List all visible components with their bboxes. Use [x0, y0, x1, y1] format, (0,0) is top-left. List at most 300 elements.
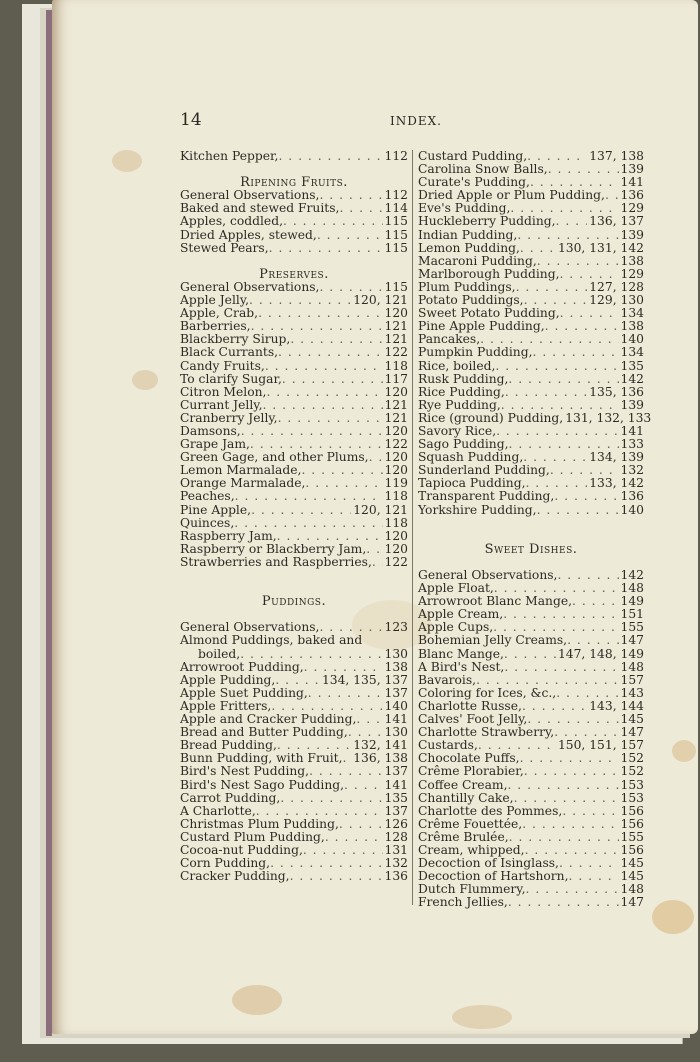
entry-title: Chantilly Cake, — [418, 790, 514, 805]
dot-leader — [524, 765, 619, 778]
dot-leader — [516, 281, 588, 294]
dot-leader — [567, 634, 618, 647]
entry-pages: 149 — [620, 594, 644, 609]
index-entry — [180, 674, 408, 687]
dot-leader — [278, 412, 383, 425]
entry-pages: 120, 121 — [353, 293, 408, 308]
entry-pages: 121 — [384, 397, 408, 412]
spacer — [180, 255, 408, 268]
index-entry — [180, 360, 408, 373]
entry-title: Decoction of Hartshorn, — [418, 869, 569, 884]
dot-leader — [514, 792, 619, 805]
entry-pages: 115 — [384, 214, 408, 229]
entry-title: Corn Pudding, — [180, 856, 271, 871]
index-entry — [418, 268, 644, 281]
entry-pages: 120 — [384, 463, 408, 478]
entry-title: Bread Pudding, — [180, 738, 277, 753]
dot-leader — [533, 346, 619, 359]
section-heading: Ripening Fruits. — [240, 175, 348, 191]
index-entry — [418, 648, 644, 661]
entry-title: Dried Apples, stewed, — [180, 227, 317, 242]
entry-title: Tapioca Pudding, — [418, 476, 526, 491]
index-entry — [180, 242, 408, 255]
entry-pages: 153 — [620, 790, 644, 805]
entry-title: Squash Pudding, — [418, 450, 524, 465]
entry-title: Charlotte Strawberry, — [418, 725, 555, 740]
index-entry — [418, 373, 644, 386]
entry-title: Rye Pudding, — [418, 397, 501, 412]
entry-title: To clarify Sugar, — [180, 371, 282, 386]
entry-title: Chocolate Puffs, — [418, 751, 520, 766]
entry-title: Custards, — [418, 738, 478, 753]
index-entry — [180, 346, 408, 359]
index-entry — [418, 410, 652, 425]
entry-title: Raspberry or Blackberry Jam, — [180, 541, 367, 556]
dot-leader — [240, 648, 382, 661]
entry-title: Carrot Pudding, — [180, 790, 281, 805]
index-entry — [180, 687, 408, 700]
entry-pages: 121 — [384, 332, 408, 347]
entry-pages: 115 — [384, 227, 408, 242]
stain — [232, 985, 282, 1015]
entry-pages: 141 — [384, 712, 408, 727]
entry-title: A Bird's Nest, — [418, 659, 505, 674]
dot-leader — [520, 752, 619, 765]
index-entry — [180, 530, 408, 543]
dot-leader — [290, 333, 382, 346]
entry-title: Decoction of Isinglass, — [418, 856, 559, 871]
entry-pages: 130 — [384, 646, 408, 661]
entry-pages: 135 — [620, 358, 644, 373]
index-entry — [418, 634, 644, 647]
entry-title: Peaches, — [180, 489, 235, 504]
entry-title: Rusk Pudding, — [418, 371, 509, 386]
dot-leader — [282, 373, 383, 386]
entry-pages: 121 — [384, 319, 408, 334]
entry-pages: 134 — [620, 345, 644, 360]
entry-pages: 133 — [620, 437, 644, 452]
entry-title: Green Gage, and other Plums, — [180, 450, 369, 465]
entry-title: Apple Pudding, — [180, 672, 276, 687]
entry-title: Curate's Pudding, — [418, 175, 530, 190]
dot-leader — [496, 425, 618, 438]
index-entry — [418, 504, 644, 517]
entry-title: Arrowroot Blanc Mange, — [418, 594, 573, 609]
entry-title: Bread and Butter Pudding, — [180, 725, 348, 740]
entry-title: Barberries, — [180, 319, 251, 334]
entry-pages: 129, 130 — [589, 293, 644, 308]
entry-title: Carolina Snow Balls, — [418, 162, 548, 177]
index-page — [52, 0, 698, 1034]
entry-pages: 156 — [620, 842, 644, 857]
dot-leader — [560, 307, 619, 320]
entry-pages: 155 — [620, 829, 644, 844]
entry-title: Marlborough Pudding, — [418, 266, 560, 281]
entry-pages: 141 — [620, 175, 644, 190]
entry-pages: 136, 138 — [353, 751, 408, 766]
dot-leader — [275, 674, 320, 687]
entry-pages: 135 — [384, 790, 408, 805]
dot-leader — [278, 346, 382, 359]
index-entry — [418, 818, 644, 831]
dot-leader — [256, 805, 383, 818]
dot-leader — [505, 386, 587, 399]
dot-leader — [372, 556, 383, 569]
entry-pages: 148 — [620, 882, 644, 897]
entry-title: Sunderland Pudding, — [418, 463, 550, 478]
entry-pages: 132 — [620, 463, 644, 478]
index-entry — [180, 779, 408, 792]
section-heading: Sweet Dishes. — [484, 541, 578, 557]
entry-title: Custard Plum Pudding, — [180, 829, 325, 844]
index-entry — [180, 792, 408, 805]
entry-pages: 130, 131, 142 — [557, 240, 644, 255]
section-heading: Preserves. — [259, 266, 329, 282]
entry-pages: 145 — [620, 856, 644, 871]
dot-leader — [554, 490, 618, 503]
dot-leader — [309, 765, 382, 778]
dot-leader — [545, 320, 619, 333]
entry-pages: 137 — [384, 685, 408, 700]
entry-title: Plum Puddings, — [418, 279, 516, 294]
dot-leader — [559, 268, 618, 281]
entry-pages: 153 — [620, 777, 644, 792]
dot-leader — [234, 517, 382, 530]
index-entry — [180, 831, 408, 844]
index-entry — [180, 805, 408, 818]
entry-title: Candy Fruits, — [180, 358, 265, 373]
entry-pages: 140 — [384, 698, 408, 713]
entry-title: Apple Suet Pudding, — [180, 685, 308, 700]
entry-title: Lemon Pudding, — [418, 240, 520, 255]
index-entry — [180, 373, 408, 386]
dot-leader — [269, 242, 383, 255]
entry-pages: 139 — [620, 227, 644, 242]
dot-leader — [504, 661, 618, 674]
entry-title: Orange Marmalade, — [180, 476, 306, 491]
dot-leader — [520, 242, 556, 255]
entry-pages: 120 — [384, 528, 408, 543]
entry-pages: 157 — [620, 672, 644, 687]
entry-pages: 152 — [620, 751, 644, 766]
entry-pages: 134 — [620, 306, 644, 321]
entry-pages: 155 — [620, 620, 644, 635]
index-entry — [418, 399, 644, 412]
dot-leader — [235, 490, 383, 503]
stain — [652, 900, 694, 934]
dot-leader — [556, 215, 588, 228]
entry-pages: 147 — [620, 895, 644, 910]
entry-title: Transparent Pudding, — [418, 489, 555, 504]
entry-title: Potato Puddings, — [418, 293, 524, 308]
entry-title: Yorkshire Pudding, — [418, 502, 537, 517]
entry-pages: 131, 132, 133 — [565, 410, 652, 425]
entry-title: Huckleberry Pudding, — [418, 214, 556, 229]
entry-title: Sweet Potato Pudding, — [418, 306, 560, 321]
entry-pages: 138 — [620, 319, 644, 334]
index-entry — [180, 517, 408, 530]
entry-title: Charlotte des Pommes, — [418, 803, 563, 818]
entry-pages: 136 — [620, 489, 644, 504]
entry-pages: 121 — [384, 410, 408, 425]
running-title: INDEX. — [390, 114, 442, 128]
dot-leader — [290, 870, 383, 883]
dot-leader — [241, 425, 383, 438]
entry-pages: 147 — [620, 633, 644, 648]
entry-title: Apple Jelly, — [180, 293, 250, 308]
dot-leader — [507, 779, 618, 792]
entry-pages: 127, 128 — [589, 279, 644, 294]
dot-leader — [508, 896, 619, 909]
entry-pages: 120 — [384, 306, 408, 321]
dot-leader — [548, 163, 619, 176]
index-entry — [418, 674, 644, 687]
dot-leader — [344, 779, 382, 792]
index-entry — [180, 490, 408, 503]
index-entry — [418, 805, 644, 818]
entry-title: Dried Apple or Plum Pudding, — [418, 188, 605, 203]
entry-pages: 117 — [384, 371, 408, 386]
entry-title: Raspberry Jam, — [180, 528, 277, 543]
dot-leader — [509, 831, 619, 844]
index-entry — [418, 386, 644, 399]
entry-title: Black Currants, — [180, 345, 279, 360]
index-entry — [418, 242, 644, 255]
dot-leader — [369, 451, 383, 464]
entry-title: Citron Melon, — [180, 384, 267, 399]
dot-leader — [265, 360, 383, 373]
dot-leader — [503, 608, 618, 621]
entry-title: Dutch Flummery, — [418, 882, 526, 897]
entry-title: Currant Jelly, — [180, 397, 263, 412]
entry-title: Custard Pudding, — [418, 149, 528, 163]
index-entry-text — [180, 634, 408, 647]
dot-leader — [501, 399, 619, 412]
index-column-right — [418, 149, 652, 910]
entry-title: Lemon Marmalade, — [180, 463, 302, 478]
index-entry — [180, 399, 408, 412]
entry-pages: 134, 139 — [589, 450, 644, 465]
entry-title: Pancakes, — [418, 332, 481, 347]
index-entry — [180, 870, 408, 883]
dot-leader — [303, 844, 383, 857]
entry-pages: 118 — [384, 515, 408, 530]
dot-leader — [308, 687, 383, 700]
index-entry — [418, 792, 644, 805]
dot-leader — [537, 504, 619, 517]
dot-leader — [317, 229, 383, 242]
spacer — [180, 569, 408, 595]
entry-title: General Observations, — [418, 568, 558, 582]
index-entry — [418, 765, 644, 778]
entry-title: General Observations, — [180, 279, 320, 294]
index-column-left — [180, 150, 408, 883]
entry-title: Cranberry Jelly, — [180, 410, 278, 425]
index-entry — [180, 818, 408, 831]
entry-title: A Charlotte, — [180, 803, 256, 818]
entry-title: Rice (ground) Pudding, — [418, 410, 564, 425]
entry-title: Bird's Nest Sago Pudding, — [180, 777, 345, 792]
entry-pages: 130 — [384, 725, 408, 740]
dot-leader — [572, 595, 618, 608]
entry-pages: 120 — [384, 541, 408, 556]
entry-pages: 148 — [620, 581, 644, 596]
dot-leader — [305, 477, 382, 490]
dot-leader — [339, 202, 382, 215]
index-entry — [180, 229, 408, 242]
entry-pages: 129 — [620, 201, 644, 216]
entry-title: Apple Float, — [418, 581, 494, 596]
dot-leader — [495, 360, 618, 373]
entry-pages: 131 — [384, 842, 408, 857]
entry-title: Apple Cups, — [418, 620, 494, 635]
index-entry — [418, 360, 644, 373]
index-entry — [418, 661, 644, 674]
entry-title: Quinces, — [180, 515, 235, 530]
dot-leader — [605, 189, 619, 202]
entry-pages: 112 — [384, 149, 408, 163]
entry-title: Kitchen Pepper, — [180, 149, 279, 163]
stain — [112, 150, 142, 172]
dot-leader — [522, 700, 587, 713]
entry-title: Almond Puddings, baked and — [180, 633, 363, 648]
entry-title: Crême Fouettée, — [418, 816, 523, 831]
dot-leader — [508, 373, 618, 386]
entry-pages: 141 — [620, 423, 644, 438]
entry-pages: 145 — [620, 869, 644, 884]
index-entry — [180, 765, 408, 778]
dot-leader — [522, 818, 618, 831]
dot-leader — [249, 294, 351, 307]
entry-title: Apple Fritters, — [180, 698, 272, 713]
entry-pages: 142 — [620, 568, 644, 582]
entry-pages: 142 — [620, 371, 644, 386]
dot-leader — [251, 504, 351, 517]
dot-leader — [283, 215, 383, 228]
dot-leader — [278, 150, 382, 163]
dot-leader — [557, 569, 618, 582]
entry-pages: 123 — [384, 620, 408, 635]
entry-title: Cracker Pudding, — [180, 869, 290, 884]
entry-pages: 136 — [384, 869, 408, 884]
entry-title: Baked and stewed Fruits, — [180, 201, 340, 216]
entry-title: Sago Pudding, — [418, 437, 509, 452]
entry-title: General Observations, — [180, 620, 320, 635]
entry-title: Apple and Cracker Pudding, — [180, 712, 357, 727]
entry-title: Crême Plorabier, — [418, 764, 524, 779]
index-entry — [180, 412, 408, 425]
entry-title: Apple, Crab, — [180, 306, 259, 321]
index-entry — [180, 556, 408, 569]
page-header — [52, 110, 698, 134]
entry-pages: 122 — [384, 554, 408, 569]
entry-pages: 118 — [384, 358, 408, 373]
entry-pages: 141 — [384, 777, 408, 792]
index-entry — [180, 215, 408, 228]
entry-pages: 152 — [620, 764, 644, 779]
entry-title: Stewed Pears, — [180, 240, 269, 255]
entry-pages: 122 — [384, 437, 408, 452]
entry-title: Apples, coddled, — [180, 214, 283, 229]
dot-leader — [556, 687, 618, 700]
column-rule — [412, 150, 413, 905]
entry-pages: 120, 121 — [353, 502, 408, 517]
entry-title: Bohemian Jelly Creams, — [418, 633, 568, 648]
entry-pages: 137, 138 — [589, 149, 644, 163]
entry-title: Savory Rice, — [418, 423, 497, 438]
index-entry — [418, 896, 644, 909]
index-entry — [418, 346, 644, 359]
index-entry — [180, 648, 408, 661]
dot-leader — [304, 661, 383, 674]
entry-pages: 139 — [620, 397, 644, 412]
entry-title: Pine Apple Pudding, — [418, 319, 545, 334]
section-heading: Puddings. — [261, 594, 327, 610]
entry-pages: 122 — [384, 345, 408, 360]
dot-leader — [262, 399, 382, 412]
entry-pages: 132 — [384, 856, 408, 871]
entry-pages: 120 — [384, 423, 408, 438]
entry-pages: 119 — [384, 476, 408, 491]
spacer — [418, 517, 644, 543]
dot-leader — [562, 805, 618, 818]
entry-title: boiled, — [198, 646, 241, 661]
entry-pages: 139 — [620, 162, 644, 177]
entry-title: Eve's Pudding, — [418, 201, 511, 216]
entry-title: Calves' Foot Jelly, — [418, 712, 528, 727]
index-entry — [418, 779, 644, 792]
entry-pages: 137 — [384, 764, 408, 779]
entry-title: Blanc Mange, — [418, 646, 504, 661]
entry-pages: 137 — [384, 803, 408, 818]
entry-pages: 134, 135, 137 — [321, 672, 408, 687]
entry-pages: 145 — [620, 712, 644, 727]
entry-pages: 143 — [620, 685, 644, 700]
index-entry — [180, 661, 408, 674]
dot-leader — [301, 464, 382, 477]
entry-title: Macaroni Pudding, — [418, 253, 537, 268]
dot-leader — [504, 648, 556, 661]
entry-title: French Jellies, — [418, 895, 508, 910]
entry-pages: 120 — [384, 450, 408, 465]
stain — [452, 1005, 512, 1029]
dot-leader — [258, 307, 382, 320]
entry-pages: 128 — [384, 829, 408, 844]
entry-pages: 112 — [384, 188, 408, 203]
entry-title: Apple Cream, — [418, 607, 504, 622]
entry-pages: 151 — [620, 607, 644, 622]
dot-leader — [325, 831, 383, 844]
entry-pages: 114 — [384, 201, 408, 216]
dot-leader — [517, 229, 618, 242]
entry-title: Bunn Pudding, with Fruit, — [180, 751, 343, 766]
entry-title: General Observations, — [180, 188, 320, 203]
stain — [132, 370, 158, 390]
entry-title: Pumpkin Pudding, — [418, 345, 533, 360]
entry-title: Strawberries and Raspberries, — [180, 554, 372, 569]
entry-title: Bavarois, — [418, 672, 477, 687]
dot-leader — [277, 530, 383, 543]
entry-title: Grape Jam, — [180, 437, 250, 452]
entry-pages: 156 — [620, 803, 644, 818]
entry-title: Coloring for Ices, &c., — [418, 685, 557, 700]
dot-leader — [266, 386, 382, 399]
index-entry — [418, 215, 644, 228]
entry-title: Indian Pudding, — [418, 227, 518, 242]
index-entry — [180, 150, 408, 163]
index-entry — [418, 490, 644, 503]
entry-pages: 140 — [620, 502, 644, 517]
